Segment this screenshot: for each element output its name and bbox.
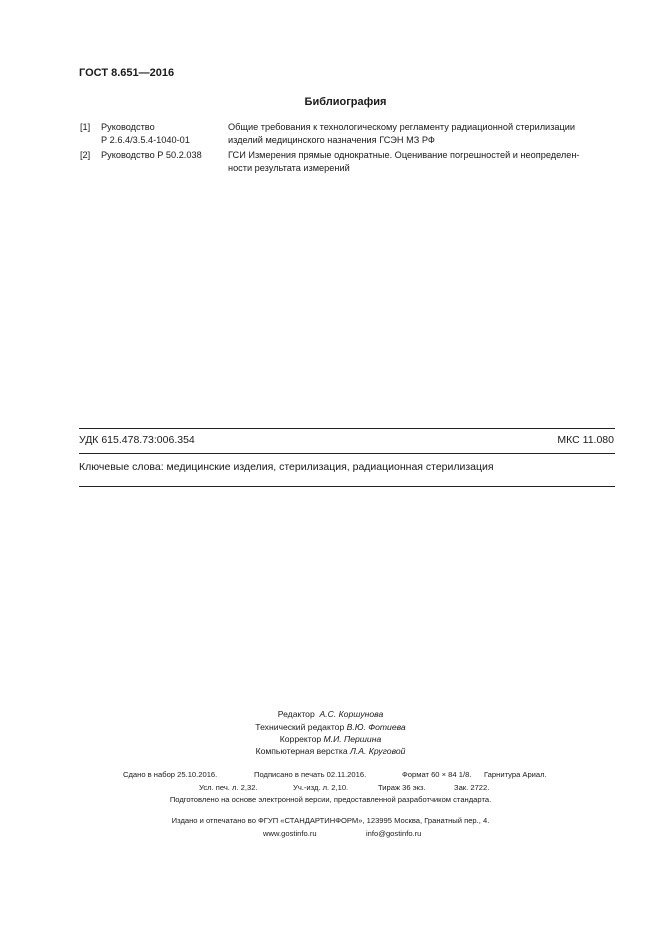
- document-code: ГОСТ 8.651—2016: [79, 67, 175, 79]
- bottom-rule: [79, 486, 615, 487]
- bib-entry-1-desc-line-1: Общие требования к технологическому регламенту радиационной стерилизации: [228, 122, 576, 132]
- imprint-email[interactable]: info@gostinfo.ru: [366, 829, 422, 838]
- credit-corrector: [0, 734, 661, 744]
- bib-entry-1-source-line-2: Р 2.6.4/3.5.4-1040-01: [101, 135, 190, 145]
- credit-corrector-name: М.И. Першина: [323, 734, 382, 744]
- credit-corrector-role: Корректор: [279, 734, 322, 744]
- imprint-published: Издано и отпечатано во ФГУП «СТАНДАРТИНФОРМ», 123995 Москва, Гранатный пер., 4.: [171, 816, 490, 825]
- keywords: Ключевые слова: медицинские изделия, стерилизация, радиационная стерилизация: [79, 461, 494, 473]
- bib-entry-2-desc-line-1: ГСИ Измерения прямые однократные. Оценивание погрешностей и неопределен-: [228, 150, 580, 160]
- bib-entry-2-source-line-1: Руководство Р 50.2.038: [101, 150, 202, 160]
- imprint-format: Формат 60 × 84 1/8.: [402, 770, 472, 779]
- credit-editor: [0, 709, 661, 719]
- bib-entry-1-number: [1]: [80, 122, 91, 132]
- credit-layout-role: Компьютерная верстка: [255, 746, 348, 756]
- top-rule: [79, 428, 615, 429]
- imprint-website[interactable]: www.gostinfo.ru: [263, 829, 317, 838]
- bib-entry-1-desc-line-2: изделий медицинского назначения ГСЭН МЗ РФ: [228, 135, 435, 145]
- imprint-sent: Сдано в набор 25.10.2016.: [123, 770, 218, 779]
- imprint-uch: Уч.-изд. л. 2,10.: [293, 783, 349, 792]
- imprint-zak: Зак. 2722.: [454, 783, 490, 792]
- imprint-prepared: Подготовлено на основе электронной версии, предоставленной разработчиком стандарта.: [169, 795, 492, 804]
- credit-tech-editor: [0, 722, 661, 732]
- section-title: Библиография: [304, 96, 387, 108]
- mks-code: МКС 11.080: [557, 434, 614, 446]
- credit-tech-editor-name: В.Ю. Фотиева: [346, 722, 406, 732]
- imprint-usl: Усл. печ. л. 2,32.: [199, 783, 258, 792]
- middle-rule: [79, 453, 615, 454]
- bib-entry-1-source-line-1: Руководство: [101, 122, 155, 132]
- credit-tech-editor-role: Технический редактор: [255, 722, 345, 732]
- imprint-signed: Подписано в печать 02.11.2016.: [254, 770, 367, 779]
- imprint-typeface: Гарнитура Ариал.: [484, 770, 547, 779]
- credit-editor-role: Редактор: [277, 709, 315, 719]
- bib-entry-2-number: [2]: [80, 150, 91, 160]
- bib-entry-2-desc-line-2: ности результата измерений: [228, 163, 350, 173]
- credit-editor-name: А.С. Коршунова: [319, 709, 384, 719]
- imprint-tirazh: Тираж 36 экз.: [378, 783, 426, 792]
- udk-code: УДК 615.478.73:006.354: [79, 434, 195, 446]
- credit-layout: [0, 746, 661, 756]
- credit-layout-name: Л.А. Круговой: [350, 746, 406, 756]
